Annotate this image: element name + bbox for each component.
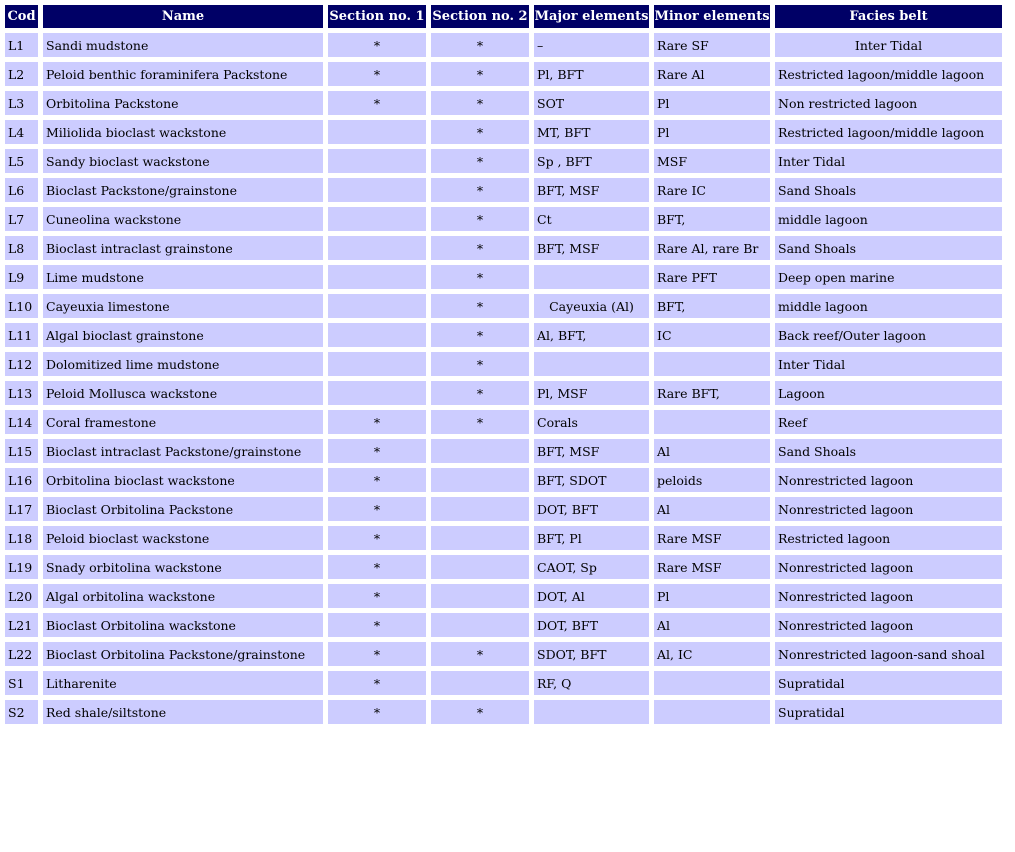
cell-name: Orbitolina Packstone — [43, 91, 323, 115]
cell-major-elements: DOT, BFT — [534, 613, 649, 637]
header-section-1: Section no. 1 — [328, 5, 426, 28]
cell-name: Peloid Mollusca wackstone — [43, 381, 323, 405]
cell-minor-elements: Rare MSF — [654, 555, 770, 579]
cell-section-2: * — [431, 149, 529, 173]
cell-facies-belt: middle lagoon — [775, 294, 1002, 318]
cell-section-1: * — [328, 613, 426, 637]
cell-section-1: * — [328, 91, 426, 115]
cell-section-2: * — [431, 91, 529, 115]
cell-section-1: * — [328, 700, 426, 724]
cell-name: Snady orbitolina wackstone — [43, 555, 323, 579]
cell-section-2: * — [431, 700, 529, 724]
cell-facies-belt: Deep open marine — [775, 265, 1002, 289]
cell-name: Red shale/siltstone — [43, 700, 323, 724]
cell-minor-elements: BFT, — [654, 207, 770, 231]
cell-section-2: * — [431, 265, 529, 289]
cell-minor-elements: Rare Al — [654, 62, 770, 86]
table-row — [5, 555, 1002, 579]
table-body — [5, 33, 1002, 724]
cell-facies-belt: Nonrestricted lagoon — [775, 555, 1002, 579]
cell-section-2: * — [431, 381, 529, 405]
cell-section-2: * — [431, 33, 529, 57]
table-row — [5, 33, 1002, 57]
cell-name: Bioclast intraclast Packstone/grainstone — [43, 439, 323, 463]
cell-facies-belt: Reef — [775, 410, 1002, 434]
cell-section-1 — [328, 265, 426, 289]
cell-cod: L4 — [5, 120, 38, 144]
header-minor-elements: Minor elements — [654, 5, 770, 28]
cell-minor-elements: Rare Al, rare Br — [654, 236, 770, 260]
cell-section-1 — [328, 294, 426, 318]
cell-name: Bioclast intraclast grainstone — [43, 236, 323, 260]
cell-major-elements — [534, 700, 649, 724]
cell-minor-elements: Rare BFT, — [654, 381, 770, 405]
cell-major-elements: CAOT, Sp — [534, 555, 649, 579]
cell-facies-belt: Nonrestricted lagoon — [775, 613, 1002, 637]
cell-major-elements: BFT, Pl — [534, 526, 649, 550]
cell-name: Lime mudstone — [43, 265, 323, 289]
cell-facies-belt: Nonrestricted lagoon — [775, 497, 1002, 521]
cell-name: Cuneolina wackstone — [43, 207, 323, 231]
cell-name: Bioclast Packstone/grainstone — [43, 178, 323, 202]
cell-name: Algal bioclast grainstone — [43, 323, 323, 347]
cell-section-1: * — [328, 468, 426, 492]
cell-facies-belt: Inter Tidal — [775, 352, 1002, 376]
cell-major-elements: Al, BFT, — [534, 323, 649, 347]
cell-cod: L14 — [5, 410, 38, 434]
cell-major-elements: BFT, SDOT — [534, 468, 649, 492]
cell-facies-belt: Supratidal — [775, 700, 1002, 724]
cell-facies-belt: Non restricted lagoon — [775, 91, 1002, 115]
cell-minor-elements: Pl — [654, 91, 770, 115]
cell-name: Sandy bioclast wackstone — [43, 149, 323, 173]
cell-name: Orbitolina bioclast wackstone — [43, 468, 323, 492]
cell-major-elements: BFT, MSF — [534, 439, 649, 463]
cell-section-2: * — [431, 236, 529, 260]
cell-cod: L1 — [5, 33, 38, 57]
cell-major-elements: BFT, MSF — [534, 178, 649, 202]
cell-cod: L22 — [5, 642, 38, 666]
cell-cod: L12 — [5, 352, 38, 376]
cell-section-1: * — [328, 410, 426, 434]
cell-major-elements: DOT, Al — [534, 584, 649, 608]
cell-section-2: * — [431, 178, 529, 202]
cell-facies-belt: Nonrestricted lagoon — [775, 468, 1002, 492]
cell-minor-elements: IC — [654, 323, 770, 347]
cell-section-1 — [328, 381, 426, 405]
cell-minor-elements: Rare MSF — [654, 526, 770, 550]
facies-table-container — [5, 5, 1002, 724]
cell-name: Bioclast Orbitolina wackstone — [43, 613, 323, 637]
cell-name: Miliolida bioclast wackstone — [43, 120, 323, 144]
cell-minor-elements — [654, 352, 770, 376]
cell-major-elements: Pl, MSF — [534, 381, 649, 405]
cell-minor-elements: BFT, — [654, 294, 770, 318]
table-row — [5, 265, 1002, 289]
header-row — [5, 5, 1002, 28]
cell-section-2: * — [431, 120, 529, 144]
header-major-elements: Major elements — [534, 5, 649, 28]
table-row — [5, 642, 1002, 666]
cell-major-elements: Sp , BFT — [534, 149, 649, 173]
cell-section-1 — [328, 149, 426, 173]
cell-cod: L20 — [5, 584, 38, 608]
table-row — [5, 439, 1002, 463]
cell-cod: L11 — [5, 323, 38, 347]
cell-name: Bioclast Orbitolina Packstone — [43, 497, 323, 521]
table-row — [5, 323, 1002, 347]
cell-section-1 — [328, 352, 426, 376]
cell-facies-belt: Nonrestricted lagoon — [775, 584, 1002, 608]
cell-minor-elements: Pl — [654, 584, 770, 608]
cell-major-elements — [534, 265, 649, 289]
cell-cod: L15 — [5, 439, 38, 463]
cell-minor-elements: Rare IC — [654, 178, 770, 202]
cell-minor-elements: Rare SF — [654, 33, 770, 57]
table-row — [5, 526, 1002, 550]
cell-section-1: * — [328, 671, 426, 695]
cell-facies-belt: Nonrestricted lagoon-sand shoal — [775, 642, 1002, 666]
cell-major-elements: Pl, BFT — [534, 62, 649, 86]
header-name: Name — [43, 5, 323, 28]
cell-facies-belt: Sand Shoals — [775, 178, 1002, 202]
cell-minor-elements: peloids — [654, 468, 770, 492]
table-row — [5, 613, 1002, 637]
table-row — [5, 91, 1002, 115]
table-row — [5, 410, 1002, 434]
table-row — [5, 149, 1002, 173]
cell-cod: L18 — [5, 526, 38, 550]
cell-minor-elements: Rare PFT — [654, 265, 770, 289]
table-row — [5, 381, 1002, 405]
cell-section-1: * — [328, 642, 426, 666]
cell-facies-belt: Sand Shoals — [775, 236, 1002, 260]
cell-cod: L9 — [5, 265, 38, 289]
cell-facies-belt: middle lagoon — [775, 207, 1002, 231]
cell-cod: L21 — [5, 613, 38, 637]
cell-minor-elements: Al, IC — [654, 642, 770, 666]
cell-minor-elements — [654, 700, 770, 724]
cell-name: Peloid bioclast wackstone — [43, 526, 323, 550]
header-section-2: Section no. 2 — [431, 5, 529, 28]
cell-minor-elements — [654, 671, 770, 695]
cell-minor-elements — [654, 410, 770, 434]
cell-section-2: * — [431, 62, 529, 86]
cell-section-1: * — [328, 526, 426, 550]
cell-cod: L2 — [5, 62, 38, 86]
cell-name: Algal orbitolina wackstone — [43, 584, 323, 608]
cell-cod: L8 — [5, 236, 38, 260]
cell-name: Peloid benthic foraminifera Packstone — [43, 62, 323, 86]
cell-name: Bioclast Orbitolina Packstone/grainstone — [43, 642, 323, 666]
table-row — [5, 700, 1002, 724]
cell-section-2 — [431, 526, 529, 550]
cell-minor-elements: Al — [654, 497, 770, 521]
cell-facies-belt: Lagoon — [775, 381, 1002, 405]
cell-major-elements: Corals — [534, 410, 649, 434]
cell-major-elements: MT, BFT — [534, 120, 649, 144]
cell-cod: L3 — [5, 91, 38, 115]
table-row — [5, 294, 1002, 318]
cell-section-1: * — [328, 33, 426, 57]
cell-name: Sandi mudstone — [43, 33, 323, 57]
cell-facies-belt: Back reef/Outer lagoon — [775, 323, 1002, 347]
table-row — [5, 120, 1002, 144]
cell-facies-belt: Supratidal — [775, 671, 1002, 695]
cell-major-elements: RF, Q — [534, 671, 649, 695]
cell-major-elements — [534, 352, 649, 376]
cell-minor-elements: Al — [654, 439, 770, 463]
cell-major-elements: SDOT, BFT — [534, 642, 649, 666]
cell-section-2: * — [431, 352, 529, 376]
cell-section-2: * — [431, 410, 529, 434]
cell-section-2: * — [431, 323, 529, 347]
cell-major-elements: Ct — [534, 207, 649, 231]
cell-name: Litharenite — [43, 671, 323, 695]
cell-cod: L10 — [5, 294, 38, 318]
cell-facies-belt: Sand Shoals — [775, 439, 1002, 463]
cell-name: Coral framestone — [43, 410, 323, 434]
cell-section-1 — [328, 323, 426, 347]
cell-cod: L17 — [5, 497, 38, 521]
cell-cod: L7 — [5, 207, 38, 231]
cell-cod: S1 — [5, 671, 38, 695]
cell-section-2 — [431, 584, 529, 608]
cell-major-elements: SOT — [534, 91, 649, 115]
cell-section-1: * — [328, 497, 426, 521]
cell-section-2 — [431, 671, 529, 695]
cell-name: Dolomitized lime mudstone — [43, 352, 323, 376]
cell-facies-belt: Restricted lagoon/middle lagoon — [775, 120, 1002, 144]
cell-section-1: * — [328, 555, 426, 579]
cell-minor-elements: Pl — [654, 120, 770, 144]
table-row — [5, 62, 1002, 86]
table-row — [5, 178, 1002, 202]
table-row — [5, 671, 1002, 695]
cell-section-1: * — [328, 62, 426, 86]
cell-section-1 — [328, 207, 426, 231]
cell-major-elements: DOT, BFT — [534, 497, 649, 521]
cell-section-2 — [431, 613, 529, 637]
cell-section-2 — [431, 497, 529, 521]
cell-major-elements: – — [534, 33, 649, 57]
cell-minor-elements: Al — [654, 613, 770, 637]
cell-section-1: * — [328, 439, 426, 463]
cell-name: Cayeuxia limestone — [43, 294, 323, 318]
cell-facies-belt: Inter Tidal — [775, 149, 1002, 173]
header-cod: Cod — [5, 5, 38, 28]
table-row — [5, 497, 1002, 521]
cell-section-2: * — [431, 642, 529, 666]
table-row — [5, 207, 1002, 231]
cell-section-1: * — [328, 584, 426, 608]
cell-section-1 — [328, 120, 426, 144]
cell-section-2: * — [431, 207, 529, 231]
table-row — [5, 352, 1002, 376]
cell-cod: L19 — [5, 555, 38, 579]
cell-facies-belt: Restricted lagoon/middle lagoon — [775, 62, 1002, 86]
cell-facies-belt: Inter Tidal — [775, 33, 1002, 57]
cell-major-elements: BFT, MSF — [534, 236, 649, 260]
cell-section-2 — [431, 468, 529, 492]
cell-cod: L6 — [5, 178, 38, 202]
cell-cod: L16 — [5, 468, 38, 492]
cell-section-2 — [431, 439, 529, 463]
cell-cod: L13 — [5, 381, 38, 405]
cell-major-elements: Cayeuxia (Al) — [534, 294, 649, 318]
cell-section-2 — [431, 555, 529, 579]
cell-section-2: * — [431, 294, 529, 318]
cell-cod: L5 — [5, 149, 38, 173]
cell-cod: S2 — [5, 700, 38, 724]
cell-minor-elements: MSF — [654, 149, 770, 173]
header-facies-belt: Facies belt — [775, 5, 1002, 28]
cell-section-1 — [328, 236, 426, 260]
table-row — [5, 468, 1002, 492]
cell-section-1 — [328, 178, 426, 202]
table-row — [5, 584, 1002, 608]
table-row — [5, 236, 1002, 260]
cell-facies-belt: Restricted lagoon — [775, 526, 1002, 550]
